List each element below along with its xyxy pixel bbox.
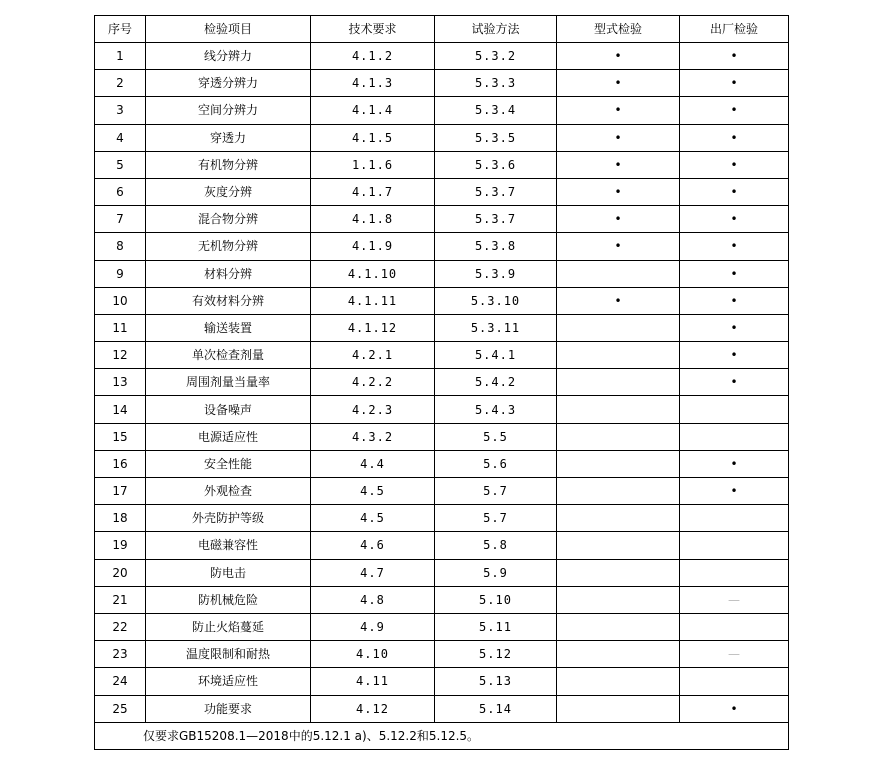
table-row	[95, 151, 789, 178]
seq-cell: 12	[95, 342, 146, 369]
requirement-cell: 4.2.2	[311, 369, 435, 396]
factory-test-cell: —	[680, 641, 789, 668]
method-cell: 5.3.5	[435, 124, 557, 151]
item-cell: 设备噪声	[146, 396, 311, 423]
method-cell: 5.3.11	[435, 314, 557, 341]
seq-cell: 9	[95, 260, 146, 287]
requirement-cell: 4.1.2	[311, 43, 435, 70]
requirement-cell: 4.6	[311, 532, 435, 559]
method-cell: 5.3.3	[435, 70, 557, 97]
item-cell: 外壳防护等级	[146, 505, 311, 532]
item-cell: 材料分辨	[146, 260, 311, 287]
item-cell: 温度限制和耐热	[146, 641, 311, 668]
method-cell: 5.13	[435, 668, 557, 695]
item-cell: 安全性能	[146, 450, 311, 477]
factory-test-cell: •	[680, 314, 789, 341]
method-cell: 5.9	[435, 559, 557, 586]
factory-test-cell: •	[680, 342, 789, 369]
seq-cell: 3	[95, 97, 146, 124]
item-cell: 无机物分辨	[146, 233, 311, 260]
factory-test-cell	[680, 532, 789, 559]
factory-test-cell: •	[680, 178, 789, 205]
requirement-cell: 4.1.12	[311, 314, 435, 341]
seq-cell: 23	[95, 641, 146, 668]
method-cell: 5.7	[435, 478, 557, 505]
factory-test-cell: •	[680, 124, 789, 151]
method-cell: 5.12	[435, 641, 557, 668]
method-cell: 5.14	[435, 695, 557, 722]
table-row	[95, 532, 789, 559]
table-row	[95, 342, 789, 369]
header-item: 检验项目	[146, 16, 311, 43]
type-test-cell: •	[557, 178, 680, 205]
table-row	[95, 260, 789, 287]
requirement-cell: 4.10	[311, 641, 435, 668]
requirement-cell: 4.11	[311, 668, 435, 695]
item-cell: 空间分辨力	[146, 97, 311, 124]
seq-cell: 25	[95, 695, 146, 722]
type-test-cell	[557, 668, 680, 695]
table-row	[95, 478, 789, 505]
requirement-cell: 4.1.3	[311, 70, 435, 97]
seq-cell: 21	[95, 586, 146, 613]
type-test-cell	[557, 260, 680, 287]
seq-cell: 14	[95, 396, 146, 423]
requirement-cell: 4.1.11	[311, 287, 435, 314]
factory-test-cell: •	[680, 369, 789, 396]
seq-cell: 7	[95, 206, 146, 233]
item-cell: 防电击	[146, 559, 311, 586]
factory-test-cell: •	[680, 151, 789, 178]
factory-test-cell: —	[680, 586, 789, 613]
type-test-cell	[557, 641, 680, 668]
seq-cell: 20	[95, 559, 146, 586]
header-seq: 序号	[95, 16, 146, 43]
requirement-cell: 4.9	[311, 613, 435, 640]
factory-test-cell: •	[680, 478, 789, 505]
item-cell: 混合物分辨	[146, 206, 311, 233]
header-method: 试验方法	[435, 16, 557, 43]
seq-cell: 6	[95, 178, 146, 205]
item-cell: 防止火焰蔓延	[146, 613, 311, 640]
requirement-cell: 4.2.3	[311, 396, 435, 423]
requirement-cell: 4.5	[311, 478, 435, 505]
method-cell: 5.3.10	[435, 287, 557, 314]
inspection-table-body	[95, 16, 789, 723]
inspection-table	[94, 15, 789, 750]
table-row	[95, 423, 789, 450]
table-row	[95, 641, 789, 668]
factory-test-cell	[680, 423, 789, 450]
header-row	[95, 16, 789, 43]
requirement-cell: 4.5	[311, 505, 435, 532]
method-cell: 5.10	[435, 586, 557, 613]
requirement-cell: 4.1.9	[311, 233, 435, 260]
factory-test-cell: •	[680, 450, 789, 477]
item-cell: 环境适应性	[146, 668, 311, 695]
table-row	[95, 233, 789, 260]
type-test-cell: •	[557, 70, 680, 97]
seq-cell: 5	[95, 151, 146, 178]
seq-cell: 4	[95, 124, 146, 151]
table-row	[95, 450, 789, 477]
table-row	[95, 178, 789, 205]
table-row	[95, 287, 789, 314]
method-cell: 5.3.2	[435, 43, 557, 70]
requirement-cell: 4.1.4	[311, 97, 435, 124]
factory-test-cell: •	[680, 260, 789, 287]
type-test-cell	[557, 423, 680, 450]
seq-cell: 2	[95, 70, 146, 97]
item-cell: 灰度分辨	[146, 178, 311, 205]
type-test-cell	[557, 613, 680, 640]
method-cell: 5.3.8	[435, 233, 557, 260]
requirement-cell: 4.8	[311, 586, 435, 613]
type-test-cell	[557, 314, 680, 341]
seq-cell: 17	[95, 478, 146, 505]
seq-cell: 1	[95, 43, 146, 70]
seq-cell: 18	[95, 505, 146, 532]
item-cell: 单次检查剂量	[146, 342, 311, 369]
factory-test-cell	[680, 668, 789, 695]
item-cell: 输送装置	[146, 314, 311, 341]
type-test-cell	[557, 505, 680, 532]
seq-cell: 19	[95, 532, 146, 559]
type-test-cell	[557, 559, 680, 586]
method-cell: 5.4.3	[435, 396, 557, 423]
seq-cell: 16	[95, 450, 146, 477]
type-test-cell: •	[557, 151, 680, 178]
table-row	[95, 668, 789, 695]
method-cell: 5.6	[435, 450, 557, 477]
header-requirement: 技术要求	[311, 16, 435, 43]
table-row	[95, 505, 789, 532]
method-cell: 5.7	[435, 505, 557, 532]
item-cell: 有机物分辨	[146, 151, 311, 178]
item-cell: 穿透力	[146, 124, 311, 151]
requirement-cell: 1.1.6	[311, 151, 435, 178]
table-row	[95, 613, 789, 640]
requirement-cell: 4.7	[311, 559, 435, 586]
factory-test-cell: •	[680, 287, 789, 314]
requirement-cell: 4.12	[311, 695, 435, 722]
type-test-cell: •	[557, 233, 680, 260]
requirement-cell: 4.1.8	[311, 206, 435, 233]
table-row	[95, 206, 789, 233]
item-cell: 外观检查	[146, 478, 311, 505]
type-test-cell	[557, 396, 680, 423]
seq-cell: 24	[95, 668, 146, 695]
item-cell: 防机械危险	[146, 586, 311, 613]
type-test-cell: •	[557, 43, 680, 70]
factory-test-cell: •	[680, 43, 789, 70]
item-cell: 功能要求	[146, 695, 311, 722]
type-test-cell	[557, 695, 680, 722]
seq-cell: 8	[95, 233, 146, 260]
method-cell: 5.4.2	[435, 369, 557, 396]
type-test-cell	[557, 342, 680, 369]
factory-test-cell: •	[680, 70, 789, 97]
method-cell: 5.8	[435, 532, 557, 559]
type-test-cell	[557, 450, 680, 477]
table-row	[95, 586, 789, 613]
table-row	[95, 43, 789, 70]
seq-cell: 13	[95, 369, 146, 396]
factory-test-cell	[680, 396, 789, 423]
factory-test-cell: •	[680, 97, 789, 124]
item-cell: 周围剂量当量率	[146, 369, 311, 396]
method-cell: 5.5	[435, 423, 557, 450]
seq-cell: 15	[95, 423, 146, 450]
requirement-cell: 4.2.1	[311, 342, 435, 369]
table-row	[95, 70, 789, 97]
requirement-cell: 4.1.7	[311, 178, 435, 205]
factory-test-cell	[680, 559, 789, 586]
type-test-cell	[557, 532, 680, 559]
table-row	[95, 559, 789, 586]
type-test-cell: •	[557, 206, 680, 233]
header-type-test: 型式检验	[557, 16, 680, 43]
item-cell: 穿透分辨力	[146, 70, 311, 97]
method-cell: 5.4.1	[435, 342, 557, 369]
factory-test-cell	[680, 613, 789, 640]
type-test-cell: •	[557, 124, 680, 151]
table-row	[95, 396, 789, 423]
method-cell: 5.3.6	[435, 151, 557, 178]
item-cell: 有效材料分辨	[146, 287, 311, 314]
type-test-cell: •	[557, 97, 680, 124]
header-factory-test: 出厂检验	[680, 16, 789, 43]
method-cell: 5.3.4	[435, 97, 557, 124]
footnote: 仅要求GB15208.1—2018中的5.12.1 a)、5.12.2和5.12.5。	[95, 722, 789, 749]
factory-test-cell: •	[680, 206, 789, 233]
type-test-cell: •	[557, 287, 680, 314]
item-cell: 电磁兼容性	[146, 532, 311, 559]
method-cell: 5.3.9	[435, 260, 557, 287]
requirement-cell: 4.1.10	[311, 260, 435, 287]
table-row	[95, 124, 789, 151]
method-cell: 5.3.7	[435, 206, 557, 233]
table-row	[95, 369, 789, 396]
seq-cell: 22	[95, 613, 146, 640]
table-row	[95, 314, 789, 341]
requirement-cell: 4.4	[311, 450, 435, 477]
table-row	[95, 97, 789, 124]
item-cell: 电源适应性	[146, 423, 311, 450]
requirement-cell: 4.1.5	[311, 124, 435, 151]
table-row	[95, 695, 789, 722]
seq-cell: 10	[95, 287, 146, 314]
factory-test-cell: •	[680, 233, 789, 260]
item-cell: 线分辨力	[146, 43, 311, 70]
type-test-cell	[557, 369, 680, 396]
method-cell: 5.3.7	[435, 178, 557, 205]
factory-test-cell	[680, 505, 789, 532]
type-test-cell	[557, 586, 680, 613]
seq-cell: 11	[95, 314, 146, 341]
factory-test-cell: •	[680, 695, 789, 722]
requirement-cell: 4.3.2	[311, 423, 435, 450]
type-test-cell	[557, 478, 680, 505]
method-cell: 5.11	[435, 613, 557, 640]
footnote-row	[95, 722, 789, 749]
